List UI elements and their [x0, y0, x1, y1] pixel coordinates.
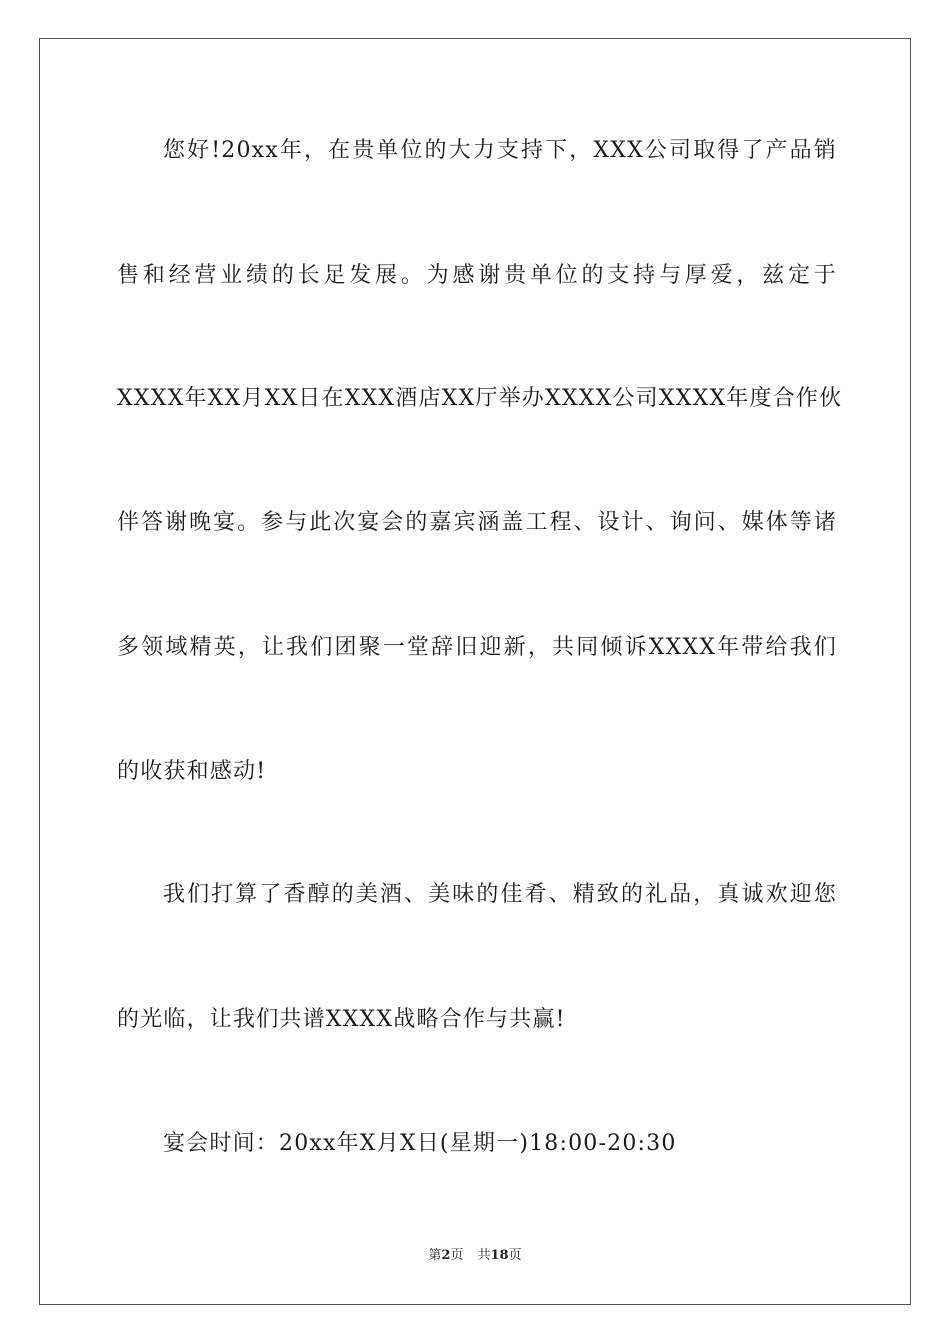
footer-page-suffix: 页 [450, 1248, 464, 1263]
footer-total-number: 18 [490, 1248, 509, 1263]
paragraph-1-line-1: 您好!20xx年，在贵单位的大力支持下，XXX公司取得了产品销 [163, 138, 837, 163]
paragraph-1-line-2: 售和经营业绩的长足发展。为感谢贵单位的支持与厚爱，兹定于 [117, 263, 837, 288]
footer-total-prefix: 共 [477, 1248, 491, 1263]
paragraph-1-line-4: 伴答谢晚宴。参与此次宴会的嘉宾涵盖工程、设计、询问、媒体等诸 [117, 510, 837, 535]
paragraph-2-line-1: 我们打算了香醇的美酒、美味的佳肴、精致的礼品，真诚欢迎您 [163, 882, 837, 907]
footer-total-suffix: 页 [508, 1248, 522, 1263]
banquet-time-line: 宴会时间：20xx年X月X日(星期一)18:00-20:30 [163, 1131, 677, 1156]
paragraph-1-line-3: XXXX年XX月XX日在XXX酒店XX厅举办XXXX公司XXXX年度合作伙 [117, 386, 843, 411]
page-footer [0, 1247, 950, 1265]
paragraph-1-line-5: 多领域精英，让我们团聚一堂辞旧迎新，共同倾诉XXXX年带给我们 [117, 635, 837, 660]
paragraph-1-line-6: 的收获和感动! [117, 759, 267, 784]
footer-page-prefix: 第 [428, 1248, 442, 1263]
paragraph-2-line-2: 的光临，让我们共谱XXXX战略合作与共赢! [117, 1007, 566, 1032]
footer-page-number: 2 [441, 1248, 451, 1263]
page-border [39, 38, 911, 1305]
